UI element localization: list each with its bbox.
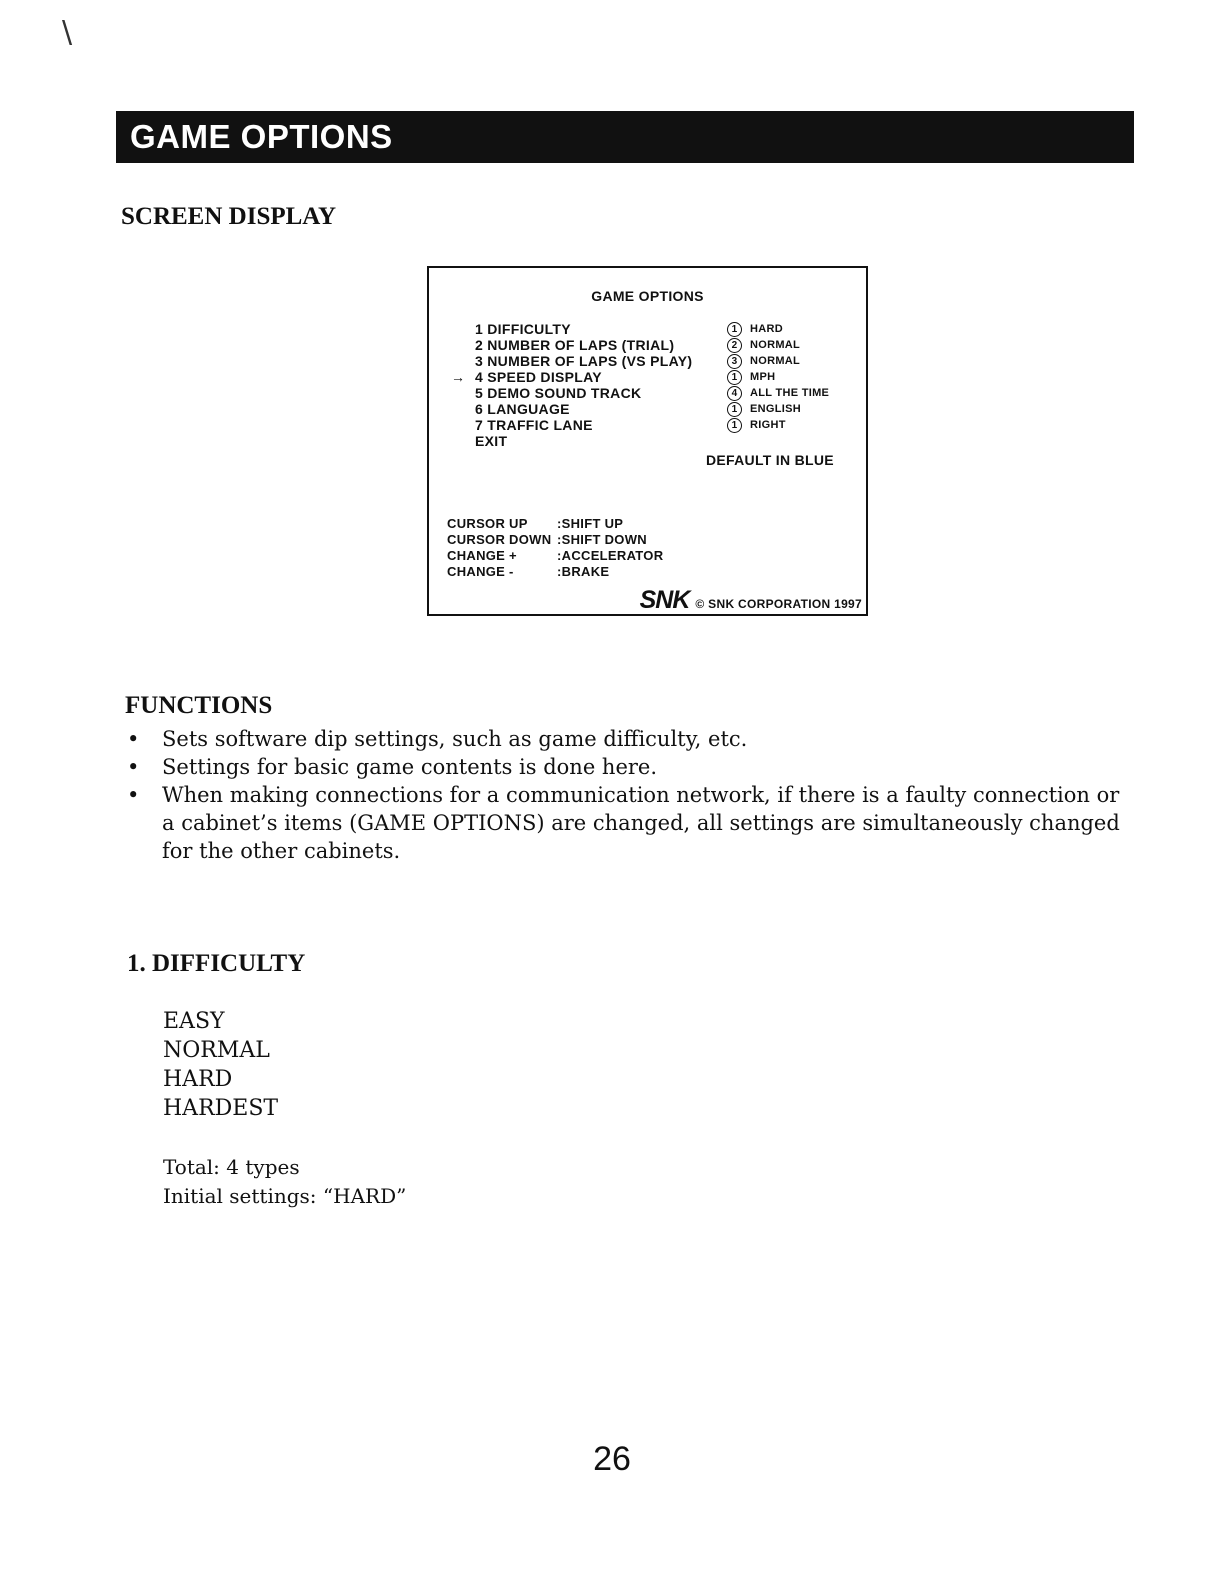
list-item: EASY (163, 1009, 225, 1034)
list-item: • Sets software dip settings, such as game difficulty, etc. (127, 727, 748, 751)
menu-item-traffic-lane: 7 TRAFFIC LANE (475, 417, 593, 433)
menu-item-exit: EXIT (475, 433, 508, 449)
list-item: NORMAL (163, 1038, 270, 1063)
screen-footer (640, 588, 862, 612)
snk-logo: SNK (639, 586, 690, 614)
bullet-icon: • (127, 727, 140, 751)
circled-number-icon: 3 (727, 354, 742, 369)
functions-heading: FUNCTIONS (125, 692, 273, 719)
functions-list (125, 725, 1125, 865)
circled-number-icon: 1 (727, 418, 742, 433)
menu-item-laps-trial: 2 NUMBER OF LAPS (TRIAL) (475, 337, 675, 353)
value-item: 4 ALL THE TIME (727, 385, 829, 401)
page-number: 26 (593, 1440, 631, 1478)
default-note: DEFAULT IN BLUE (706, 452, 834, 468)
list-item: • When making connections for a communication network, if there is a faulty connection or a cabinet’s items (GAME OPTIONS) are changed, all settings are simultaneously changed for the other cabinets. (127, 783, 1120, 863)
value-item: 1 HARD (727, 321, 829, 337)
circled-number-icon: 2 (727, 338, 742, 353)
menu-item-difficulty: 1 DIFFICULTY (475, 321, 571, 337)
bullet-icon: • (127, 783, 140, 807)
control-row: CURSOR DOWN :SHIFT DOWN (447, 532, 647, 547)
menu-list (451, 321, 693, 449)
initial-setting: Initial settings: “HARD” (163, 1184, 407, 1208)
bullet-icon: • (127, 755, 140, 779)
value-item: 1 MPH (727, 369, 829, 385)
list-item: HARD (163, 1067, 233, 1092)
copyright-text: © SNK CORPORATION 1997 (695, 597, 862, 611)
circled-number-icon: 1 (727, 322, 742, 337)
circled-number-icon: 4 (727, 386, 742, 401)
page-title: GAME OPTIONS (130, 118, 393, 155)
total-types: Total: 4 types (163, 1155, 300, 1179)
difficulty-options (163, 1007, 278, 1123)
circled-number-icon: 1 (727, 402, 742, 417)
value-item: 3 NORMAL (727, 353, 829, 369)
menu-item-speed-display: → 4 SPEED DISPLAY (451, 369, 602, 385)
cursor-arrow-icon: → (451, 369, 466, 385)
difficulty-heading: 1. DIFFICULTY (127, 950, 306, 977)
circled-number-icon: 1 (727, 370, 742, 385)
list-item: • Settings for basic game contents is done here. (127, 755, 658, 779)
screen-display-heading: SCREEN DISPLAY (121, 203, 337, 230)
page-header-bar (116, 111, 1134, 163)
control-row: CURSOR UP :SHIFT UP (447, 516, 624, 531)
screen-display-box (427, 266, 868, 616)
control-row: CHANGE + :ACCELERATOR (447, 548, 664, 563)
values-list (727, 321, 829, 433)
menu-item-language: 6 LANGUAGE (475, 401, 570, 417)
menu-item-demo-sound: 5 DEMO SOUND TRACK (475, 385, 642, 401)
value-item: 1 RIGHT (727, 417, 829, 433)
scan-mark: \ (62, 15, 73, 50)
difficulty-summary (163, 1153, 406, 1211)
value-item: 1 ENGLISH (727, 401, 829, 417)
menu-item-laps-vs: 3 NUMBER OF LAPS (VS PLAY) (475, 353, 693, 369)
list-item: HARDEST (163, 1096, 279, 1121)
controls-legend (447, 516, 663, 580)
screen-title: GAME OPTIONS (591, 288, 704, 304)
control-row: CHANGE - :BRAKE (447, 564, 610, 579)
value-item: 2 NORMAL (727, 337, 829, 353)
